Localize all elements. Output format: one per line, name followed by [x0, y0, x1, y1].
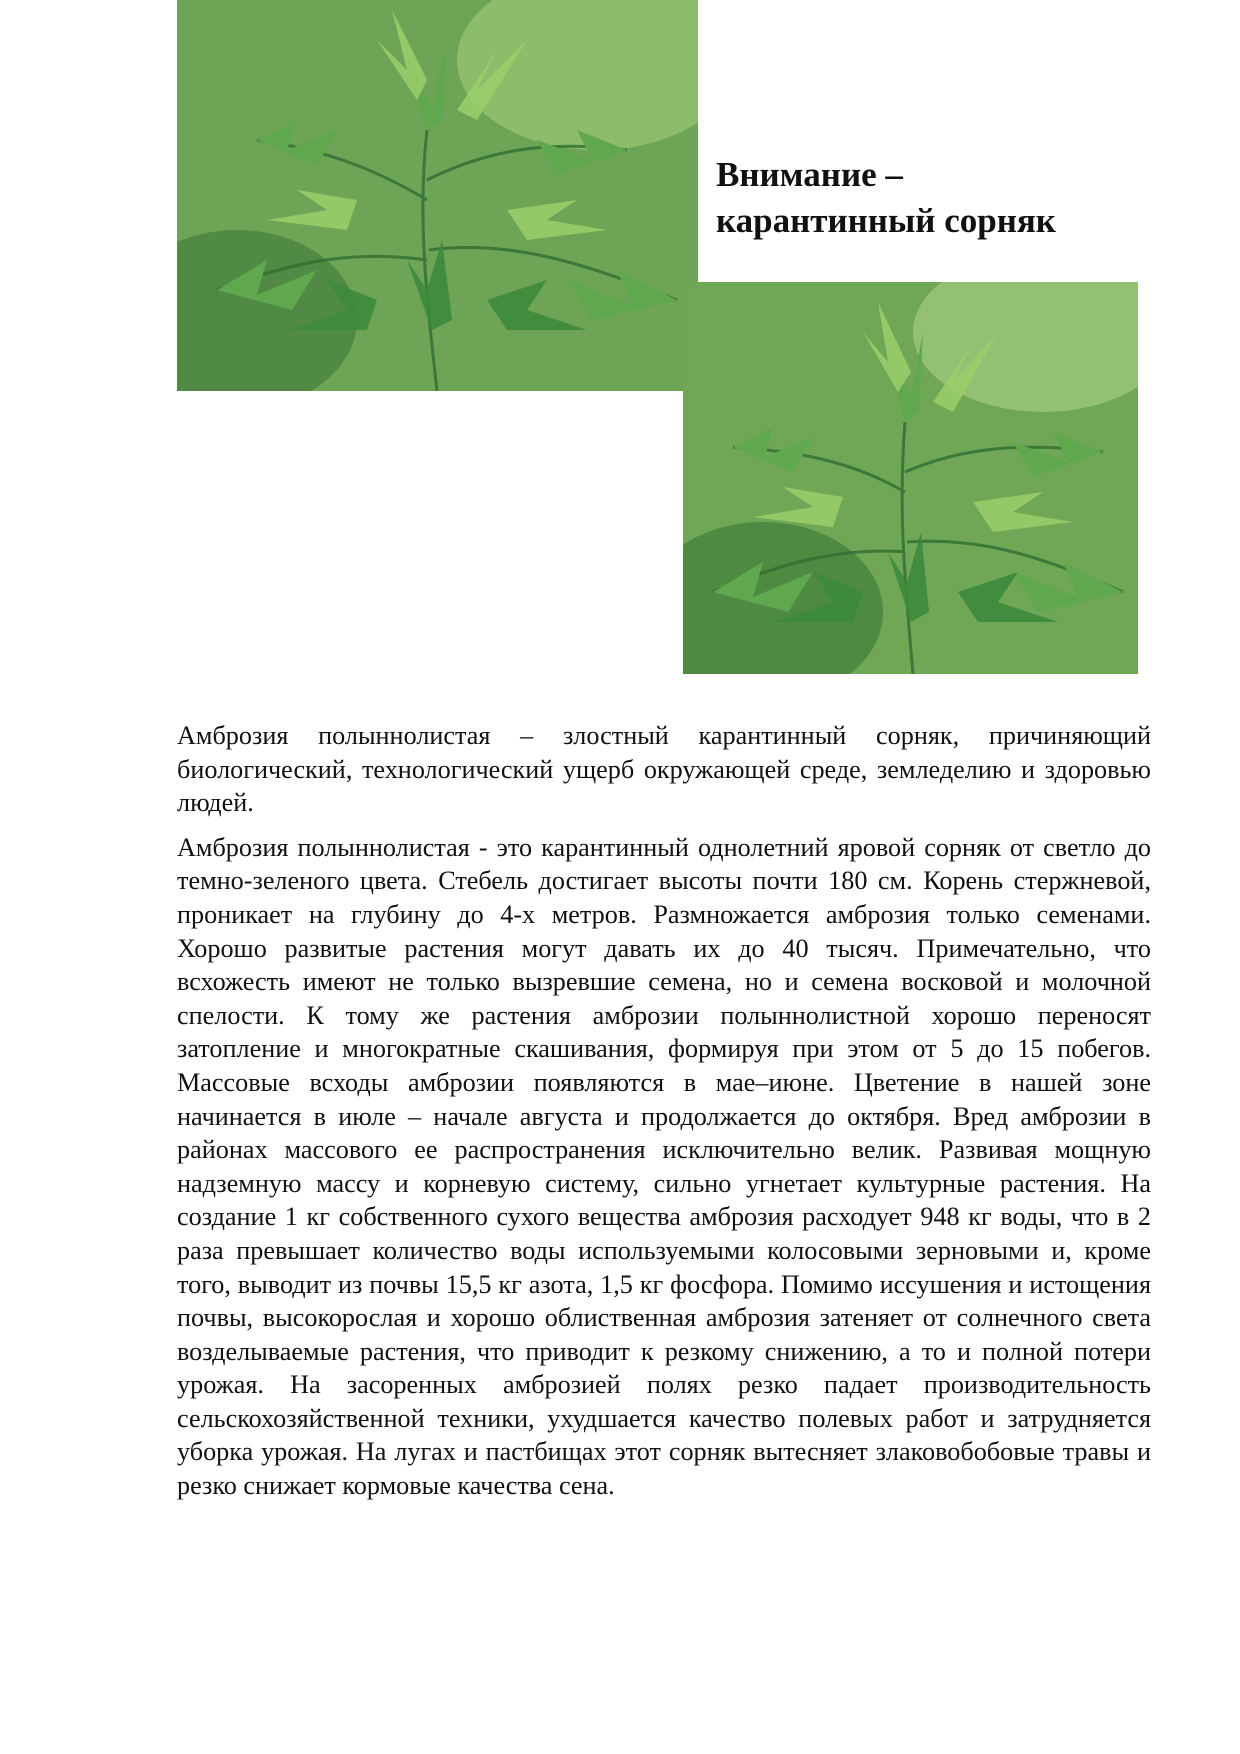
- page-title-line-1: Внимание –: [716, 155, 903, 194]
- article-body: [177, 719, 1151, 1514]
- page-title: [716, 152, 1056, 244]
- plant-photo-icon: [177, 0, 698, 391]
- plant-photo-icon: [683, 282, 1138, 674]
- page-title-line-2: карантинный сорняк: [716, 201, 1056, 240]
- ragweed-photo-bottom: [683, 282, 1138, 674]
- ragweed-photo-top: [177, 0, 698, 391]
- paragraph-description: Амброзия полыннолистая - это карантинный однолетний яровой сорняк от светло до темно-зеленого цвета. Стебель достигает высоты почти 180 см. Корень стержневой, проникает на глубину до 4-х метров. Размножается амброзия только семенами. Хорошо развитые растения могут давать их до 40 тысяч. Примечательно, что всхожесть имеют не только вызревшие семена, но и семена восковой и молочной спелости. К тому же растения амброзии полыннолистной хорошо переносят затопление и многократные скашивания, формируя при этом от 5 до 15 побегов. Массовые всходы амброзии появляются в мае–июне. Цветение в нашей зоне начинается в июле – начале августа и продолжается до октября. Вред амброзии в районах массового ее распространения исключительно велик. Развивая мощную надземную массу и корневую систему, сильно угнетает культурные растения. На создание 1 кг собственного сухого вещества амброзия расходует 948 кг воды, что в 2 раза превышает количество воды используемыми колосовыми зерновыми и, кроме того, выводит из почвы 15,5 кг азота, 1,5 кг фосфора. Помимо иссушения и истощения почвы, высокорослая и хорошо облиственная амброзия затеняет от солнечного света возделываемые растения, что приводит к резкому снижению, а то и полной потери урожая. На засоренных амброзией полях резко падает производительность сельскохозяйственной техники, ухудшается качество полевых работ и затрудняется уборка урожая. На лугах и пастбищах этот сорняк вытесняет злаковобобовые травы и резко снижает кормовые качества сена.: [177, 832, 1151, 1501]
- paragraph-intro: Амброзия полыннолистая – злостный карантинный сорняк, причиняющий биологический, технологический ущерб окружающей среде, земледелию и здоровью людей.: [177, 721, 1151, 818]
